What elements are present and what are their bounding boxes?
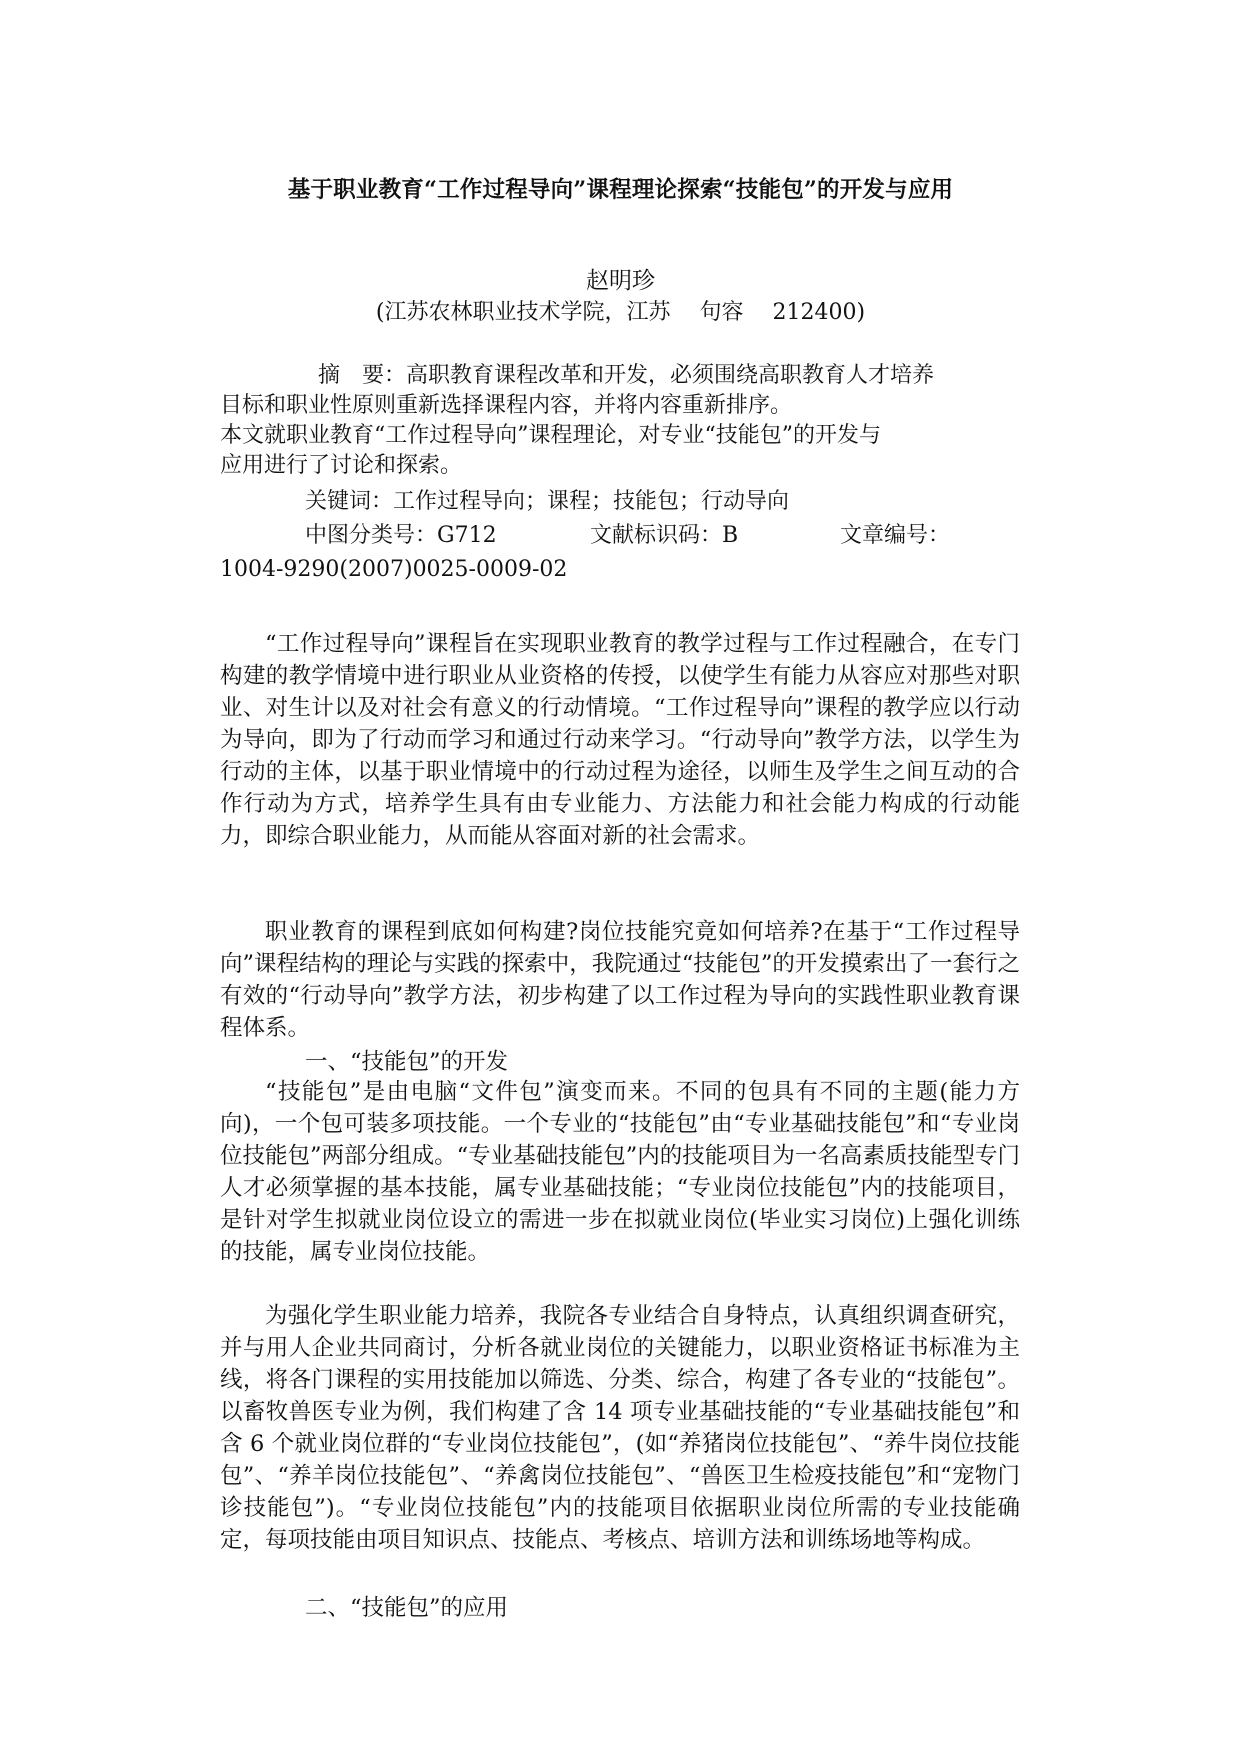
body-paragraph-3 (220, 1076, 1020, 1268)
abstract-line-4: 应用进行了讨论和探索。 (220, 453, 463, 478)
body-paragraph-4 (220, 1300, 1020, 1556)
abstract-line-1: 摘 要：高职教育课程改革和开发，必须围绕高职教育人才培养 (318, 363, 935, 388)
body-paragraph-1-text: “工作过程导向”课程旨在实现职业教育的教学过程与工作过程融合，在专门构建的教学情境中进行职业从业资格的传授，以使学生有能力从容应对那些对职业、对生计以及对社会有意义的行动情境。“工作过程导向”课程的教学应以行动为导向，即为了行动而学习和通过行动来学习。“行动导向”教学方法，以学生为行动的主体，以基于职业情境中的行动过程为途径，以师生及学生之间互动的合作行动为方式，培养学生具有由专业能力、方法能力和社会能力构成的行动能力，即综合职业能力，从而能从容面对新的社会需求。 (220, 631, 1020, 849)
body-paragraph-3-text: “技能包”是由电脑“文件包”演变而来。不同的包具有不同的主题(能力方向)，一个包可装多项技能。一个专业的“技能包”由“专业基础技能包”和“专业岗位技能包”两部分组成。“专业基础技能包”内的技能项目为一名高素质技能型专门人才必须掌握的基本技能，属专业基础技能；“专业岗位技能包”内的技能项目，是针对学生拟就业岗位设立的需进一步在拟就业岗位(毕业实习岗位)上强化训练的技能，属专业岗位技能。 (220, 1079, 1020, 1265)
author-affiliation: (江苏农林职业技术学院，江苏 句容 212400) (375, 300, 866, 325)
article-number-label: 文章编号： (840, 523, 951, 548)
paper-title: 基于职业教育“工作过程导向”课程理论探索“技能包”的开发与应用 (287, 177, 954, 203)
abstract-line-2: 目标和职业性原则重新选择课程内容，并将内容重新排序。 (220, 393, 793, 418)
body-paragraph-4-text: 为强化学生职业能力培养，我院各专业结合自身特点，认真组织调查研究，并与用人企业共同商讨，分析各就业岗位的关键能力，以职业资格证书标准为主线，将各门课程的实用技能加以筛选、分类、综合，构建了各专业的“技能包”。以畜牧兽医专业为例，我们构建了含 14 项专业基础技能的“专业基础技能包”和含 6 个就业岗位群的“专业岗位技能包”，(如“养猪岗位技能包”、“养牛岗位技能包”、“养羊岗位技能包”、“养禽岗位技能包”、“兽医卫生检疫技能包”和“宠物门诊技能包”)。“专业岗位技能包”内的技能项目依据职业岗位所需的专业技能确定，每项技能由项目知识点、技能点、考核点、培训方法和训练场地等构成。 (220, 1303, 1020, 1553)
clc-number: 中图分类号：G712 (305, 523, 497, 548)
abstract-line-3: 本文就职业教育“工作过程导向”课程理论，对专业“技能包”的开发与 (220, 423, 881, 448)
body-paragraph-2 (220, 916, 1020, 1044)
article-number: 1004-9290(2007)0025-0009-02 (220, 557, 568, 582)
body-paragraph-2-text: 职业教育的课程到底如何构建?岗位技能究竟如何培养?在基于“工作过程导向”课程结构的理论与实践的探索中，我院通过“技能包”的开发摸索出了一套行之有效的“行动导向”教学方法，初步构建了以工作过程为导向的实践性职业教育课程体系。 (220, 919, 1020, 1041)
body-paragraph-1 (220, 628, 1020, 852)
author-name: 赵明珍 (586, 268, 655, 294)
section-heading-1: 一、“技能包”的开发 (305, 1049, 509, 1075)
document-code: 文献标识码：B (590, 523, 739, 548)
keywords: 关键词：工作过程导向；课程；技能包；行动导向 (305, 489, 790, 514)
section-heading-2: 二、“技能包”的应用 (305, 1595, 509, 1621)
